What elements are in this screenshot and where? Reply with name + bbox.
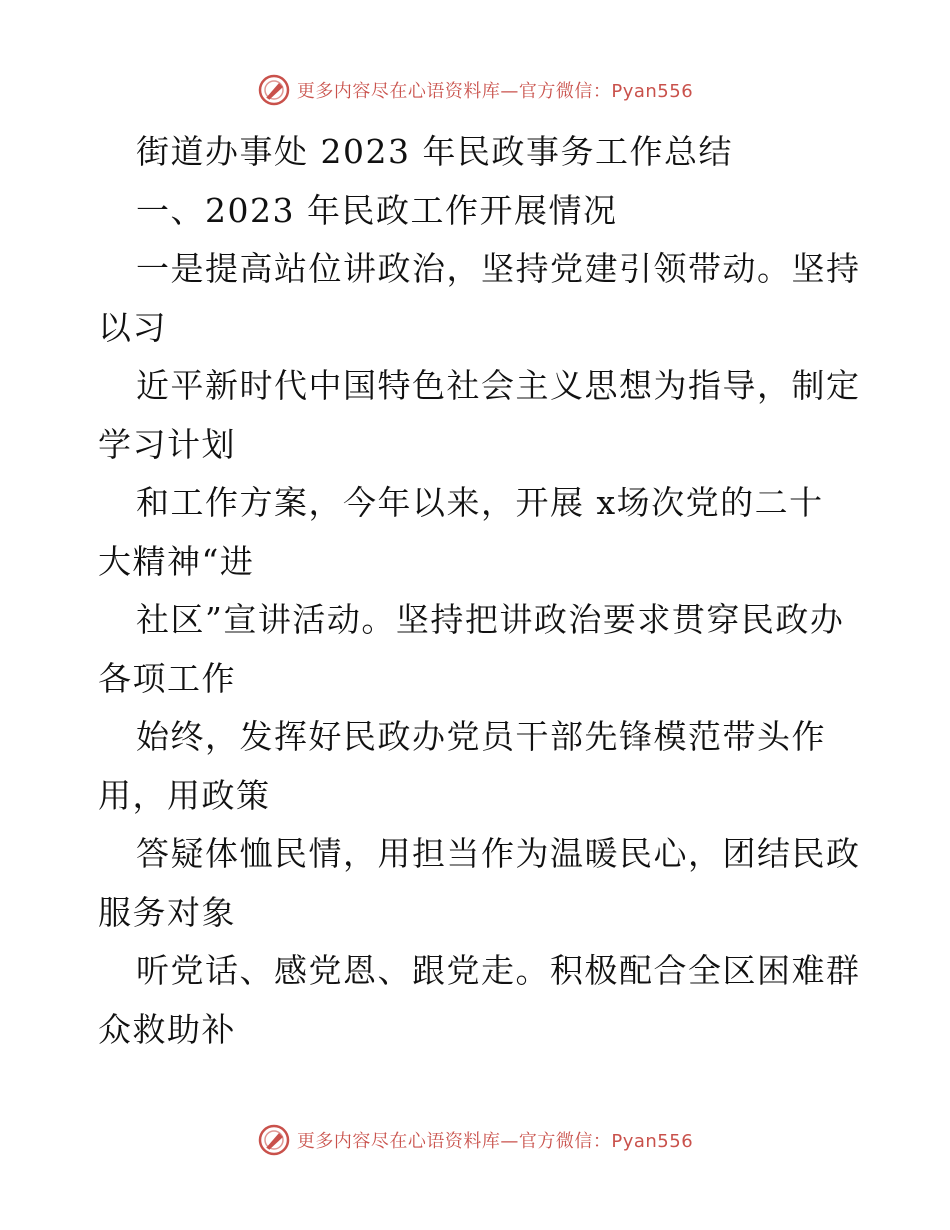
text-line: 以习 — [98, 307, 167, 347]
watermark-text: 更多内容尽在心语资料库—官方微信：Pyan556 — [296, 1131, 694, 1152]
text-line: 社区”宣讲活动。坚持把讲政治要求贯穿民政办 — [136, 600, 845, 639]
text-line: 始终，发挥好民政办党员干部先锋模范带头作 — [136, 717, 826, 756]
text-line: 街道办事处 2023 年民政事务工作总结 — [136, 132, 733, 171]
text-line: 服务对象 — [98, 892, 236, 932]
pen-nib-circle-icon — [257, 73, 291, 107]
text-line: 近平新时代中国特色社会主义思想为指导，制定 — [136, 366, 861, 405]
text-line: 答疑体恤民情，用担当作为温暖民心，团结民政 — [136, 834, 861, 873]
header-watermark — [0, 70, 950, 110]
text-line: 大精神“进 — [98, 541, 255, 581]
text-line: 和工作方案，今年以来，开展 x场次党的二十 — [136, 483, 824, 522]
text-line: 众救助补 — [98, 1009, 236, 1049]
text-line: 用，用政策 — [98, 775, 271, 815]
text-line: 学习计划 — [98, 424, 236, 464]
footer-watermark — [0, 1120, 950, 1160]
text-line: 各项工作 — [98, 658, 236, 698]
pen-nib-circle-icon — [257, 1123, 291, 1157]
text-line: 一是提高站位讲政治，坚持党建引领带动。坚持 — [136, 249, 861, 288]
document-body — [98, 123, 861, 1059]
text-line: 听党话、感党恩、跟党走。积极配合全区困难群 — [136, 951, 861, 990]
text-line: 一、2023 年民政工作开展情况 — [136, 190, 618, 230]
watermark-text: 更多内容尽在心语资料库—官方微信：Pyan556 — [296, 81, 694, 102]
